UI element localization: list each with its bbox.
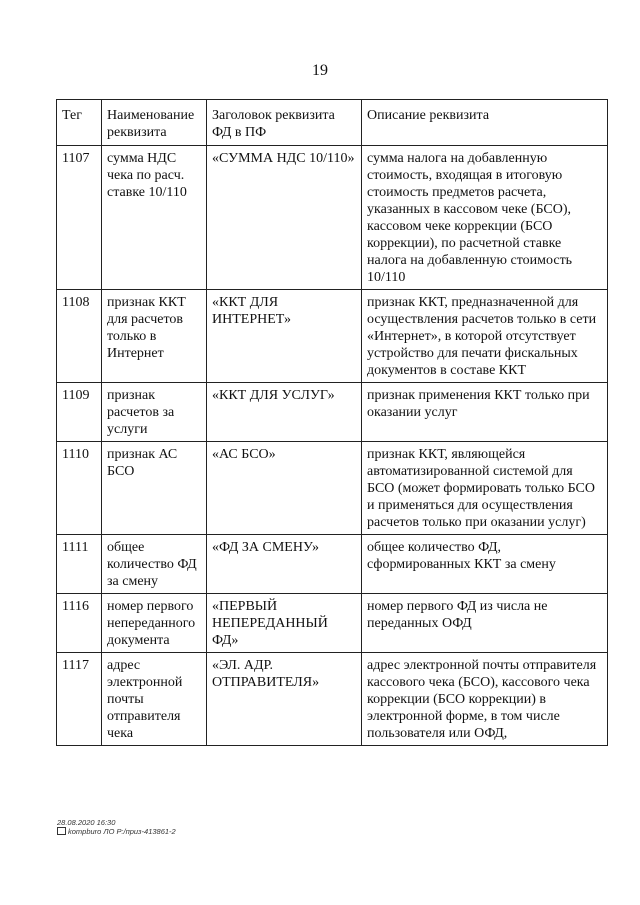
row-tag: 1117 bbox=[57, 653, 102, 746]
row-title: «ККТ ДЛЯ ИНТЕРНЕТ» bbox=[207, 290, 362, 383]
header-tag: Тег bbox=[57, 100, 102, 146]
header-name: Наименование реквизита bbox=[102, 100, 207, 146]
row-description: общее количество ФД, сформированных ККТ за смену bbox=[362, 535, 608, 594]
row-title: «АС БСО» bbox=[207, 442, 362, 535]
table-header-row bbox=[57, 100, 608, 146]
row-tag: 1108 bbox=[57, 290, 102, 383]
table-row bbox=[57, 383, 608, 442]
row-title: «ККТ ДЛЯ УСЛУГ» bbox=[207, 383, 362, 442]
footer-file-path: kompburo ЛО Р:/приз-413861-2 bbox=[68, 827, 176, 836]
row-name: признак ККТ для расчетов только в Интернет bbox=[102, 290, 207, 383]
row-description: признак применения ККТ только при оказании услуг bbox=[362, 383, 608, 442]
footer-timestamp: 28.08.2020 16:30 bbox=[57, 818, 116, 827]
row-name: адрес электронной почты отправителя чека bbox=[102, 653, 207, 746]
row-description: адрес электронной почты отправителя кассового чека (БСО), кассового чека коррекции (БСО коррекции) в электронной форме, в том числе пользователя или ОФД, bbox=[362, 653, 608, 746]
document-footer bbox=[57, 818, 176, 836]
row-name: признак расчетов за услуги bbox=[102, 383, 207, 442]
document-icon bbox=[57, 827, 66, 835]
row-title: «ФД ЗА СМЕНУ» bbox=[207, 535, 362, 594]
row-name: сумма НДС чека по расч. ставке 10/110 bbox=[102, 146, 207, 290]
row-description: признак ККТ, предназначенной для осуществления расчетов только в сети «Интернет», в которой отсутствует устройство для печати фискальных документов в составе ККТ bbox=[362, 290, 608, 383]
row-name: номер первого непереданного документа bbox=[102, 594, 207, 653]
row-description: номер первого ФД из числа не переданных ОФД bbox=[362, 594, 608, 653]
row-title: «СУММА НДС 10/110» bbox=[207, 146, 362, 290]
row-tag: 1109 bbox=[57, 383, 102, 442]
table-row bbox=[57, 535, 608, 594]
header-description: Описание реквизита bbox=[362, 100, 608, 146]
row-name: общее количество ФД за смену bbox=[102, 535, 207, 594]
table-row bbox=[57, 442, 608, 535]
header-title: Заголовок реквизита ФД в ПФ bbox=[207, 100, 362, 146]
row-tag: 1111 bbox=[57, 535, 102, 594]
row-tag: 1110 bbox=[57, 442, 102, 535]
table-row bbox=[57, 594, 608, 653]
table-row bbox=[57, 653, 608, 746]
row-name: признак АС БСО bbox=[102, 442, 207, 535]
table-row bbox=[57, 290, 608, 383]
row-title: «ЭЛ. АДР. ОТПРАВИТЕЛЯ» bbox=[207, 653, 362, 746]
requisites-table bbox=[56, 99, 608, 746]
table-row bbox=[57, 146, 608, 290]
footer-file-reference bbox=[57, 827, 176, 836]
row-tag: 1116 bbox=[57, 594, 102, 653]
row-description: признак ККТ, являющейся автоматизированной системой для БСО (может формировать только БСО и применяться для осуществления расчетов только при оказании услуг) bbox=[362, 442, 608, 535]
page-number: 19 bbox=[312, 62, 328, 79]
row-description: сумма налога на добавленную стоимость, входящая в итоговую стоимость предметов расчета, указанных в кассовом чеке (БСО), кассовом чеке коррекции (БСО коррекции), по расчетной ставке налога на добавленную стоимость 10/110 bbox=[362, 146, 608, 290]
row-tag: 1107 bbox=[57, 146, 102, 290]
row-title: «ПЕРВЫЙ НЕПЕРЕДАННЫЙ ФД» bbox=[207, 594, 362, 653]
